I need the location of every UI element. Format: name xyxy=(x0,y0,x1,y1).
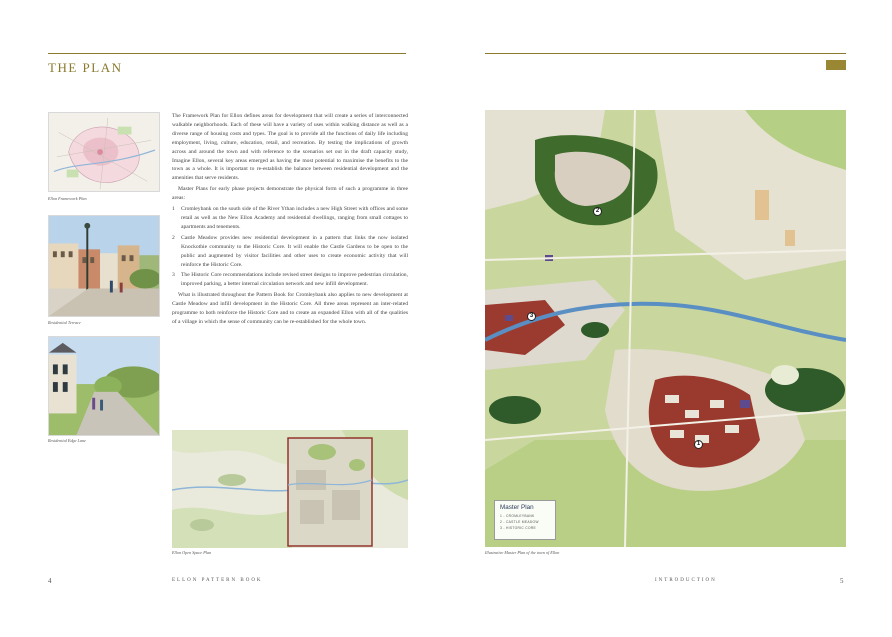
legend-item: 3 - HISTORIC CORE xyxy=(500,526,536,530)
residential-terrace-image xyxy=(48,215,160,317)
section-title: THE PLAN xyxy=(48,60,123,75)
closing-paragraph: What is illustrated throughout the Pattern Book for Cromleybank also applies to new development at Castle Meadow and infill development in the Historic Core. All three areas represent an inter-related programme to both reinforce the Historic Core and to create an expanded Ellon with all of the qualities of a village in which the sense of community can be re-established for the whole town. xyxy=(172,292,408,325)
left-footer-title: ELLON PATTERN BOOK xyxy=(172,578,263,583)
areas-list xyxy=(172,205,408,289)
chapter-tab xyxy=(826,60,846,70)
framework-caption: Ellon Framework Plan xyxy=(48,196,87,201)
residential-edge-lane-image xyxy=(48,336,160,436)
list-item: 2 Castle Meadow provides new residential development in a pattern that links the now isolated Knockothie community to the Historic Core. It will enable the Castle Gardens to be open to the public and augmented by visitor facilities and other uses to create economic activity that will reinforce the Historic Core. xyxy=(172,234,408,268)
legend-title: Master Plan xyxy=(500,504,534,511)
body-text xyxy=(172,112,408,329)
open-space-caption: Ellon Open Space Plan xyxy=(172,550,212,555)
edge-lane-caption: Residential Edge Lane xyxy=(48,438,86,443)
right-footer-title: INTRODUCTION xyxy=(655,578,717,583)
master-plan-map xyxy=(485,110,846,547)
legend-item: 1 - CROMLEYBANK xyxy=(500,514,535,518)
left-top-rule xyxy=(48,53,406,54)
open-space-plan-image xyxy=(172,430,408,548)
right-top-rule xyxy=(485,53,846,54)
list-item: 1 Cromleybank on the south side of the River Ythan includes a new High Street with offices and some retail as well as the New Ellon Academy and residential dwellings, ranging from small cottages to apartments and tenements. xyxy=(172,206,408,230)
marker-castle-meadow: 2 xyxy=(593,207,602,216)
map-legend xyxy=(494,500,556,540)
terrace-caption: Residential Terrace xyxy=(48,320,81,325)
left-page-number: 4 xyxy=(48,577,52,585)
marker-historic-core: 3 xyxy=(527,312,536,321)
framework-plan-image xyxy=(48,112,160,192)
legend-item: 2 - CASTLE MEADOW xyxy=(500,520,539,524)
map-caption: Illustrative Master Plan of the town of Ellon xyxy=(485,550,560,555)
intro-paragraph: The Framework Plan for Ellon defines areas for development that will create a series of interconnected walkable neighborhoods. Each of these will have a variety of uses within walking distance as well as a diverse range of housing costs and types. The goal is to provide all the functions of daily life including employment, living, culture, education, retail, and recreation. By testing the implications of growth across and around the town and with reference to the scenarios set out in the draft capacity study, Imagine Ellon, several key areas emerged as having the most potential to maximise the benefits to the town as a whole. It is important to re-establish the balance between residential development and the amenities that serve residents. xyxy=(172,113,408,182)
list-item: 3 The Historic Core recommendations include revised street designs to improve pedestrian circulation, improved parking, a better internal circulation network and new infill development. xyxy=(172,272,408,288)
right-page-number: 5 xyxy=(840,577,844,585)
master-plan-paragraph: Master Plans for early phase projects demonstrate the physical form of such a programme in three areas: xyxy=(172,186,408,202)
marker-cromleybank: 1 xyxy=(694,440,703,449)
